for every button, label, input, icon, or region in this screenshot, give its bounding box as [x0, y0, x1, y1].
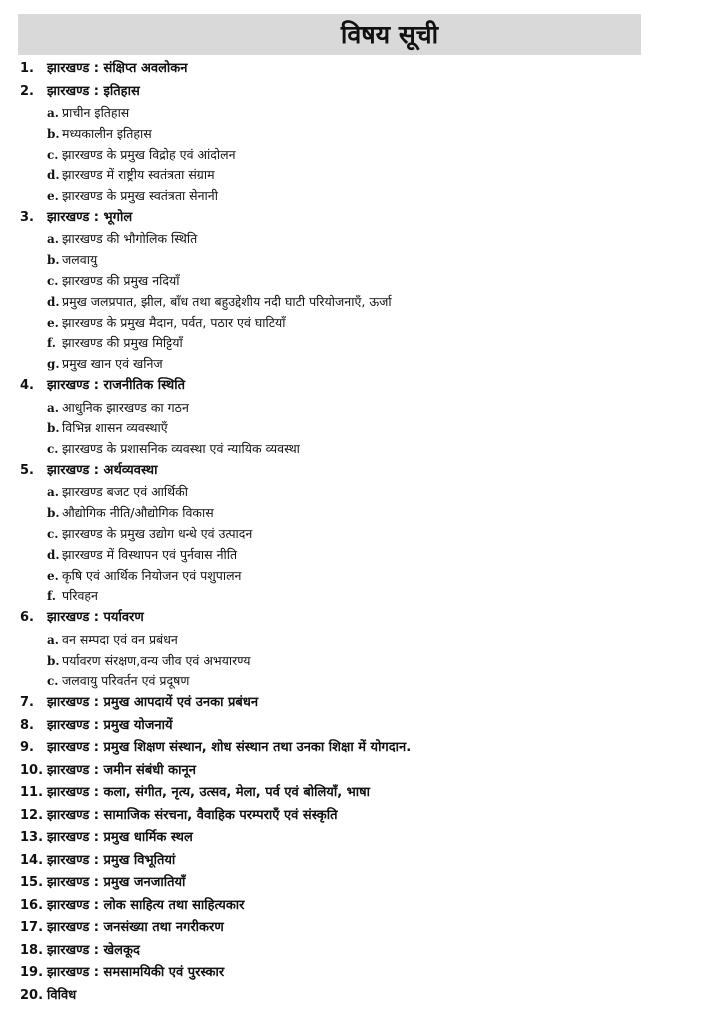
subsection-title: प्रमुख जलप्रपात, झील, बाँध तथा बहुउद्देशीय नदी घाटी परियोजनाएँ, ऊर्जा [62, 293, 392, 309]
subsection-title: झारखण्ड के प्रमुख विद्रोह एवं आंदोलन [62, 146, 236, 162]
toc-subsection [0, 398, 715, 419]
subsection-letter: d. [47, 294, 60, 309]
toc-subsection [0, 186, 715, 207]
subsection-letter: a. [47, 232, 59, 247]
toc-subsection [0, 671, 715, 692]
toc-subsection [0, 439, 715, 460]
subsection-letter: c. [47, 442, 59, 457]
subsection-title: आधुनिक झारखण्ड का गठन [62, 399, 189, 415]
section-number: 11. [20, 785, 44, 801]
section-title: झारखण्ड : पर्यावरण [47, 610, 144, 626]
toc-section [0, 872, 715, 895]
toc-section [0, 827, 715, 850]
toc-section [0, 81, 715, 104]
section-number: 8. [20, 717, 34, 733]
subsection-letter: d. [47, 547, 60, 562]
toc-section [0, 607, 715, 630]
subsection-title: झारखण्ड में राष्ट्रीय स्वतंत्रता संग्राम [62, 167, 215, 183]
section-number: 5. [20, 462, 34, 478]
toc-subsection [0, 524, 715, 545]
toc-subsection [0, 165, 715, 186]
toc-section [0, 737, 715, 760]
subsection-letter: c. [47, 274, 59, 289]
subsection-title: झारखण्ड की प्रमुख मिट्टियाँ [62, 335, 183, 351]
toc-subsection [0, 651, 715, 672]
section-number: 3. [20, 209, 34, 225]
subsection-title: झारखण्ड की प्रमुख नदियाँ [62, 273, 180, 289]
section-title: झारखण्ड : कला, संगीत, नृत्य, उत्सव, मेला, पर्व एवं बोलियाँ, भाषा [47, 785, 371, 801]
subsection-title: झारखण्ड बजट एवं आर्थिकी [62, 484, 188, 500]
toc-subsection [0, 354, 715, 375]
section-number: 6. [20, 610, 34, 626]
toc-subsection [0, 271, 715, 292]
subsection-letter: b. [47, 253, 60, 268]
toc-section [0, 940, 715, 963]
subsection-title: झारखण्ड के प्रमुख मैदान, पर्वत, पठार एवं घाटियाँ [62, 314, 286, 330]
section-title: झारखण्ड : प्रमुख आपदायें एवं उनका प्रबंधन [47, 695, 259, 711]
toc-section [0, 782, 715, 805]
subsection-title: वन सम्पदा एवं वन प्रबंधन [62, 631, 178, 647]
subsection-title: औद्योगिक नीति/औद्योगिक विकास [62, 505, 214, 521]
section-title: झारखण्ड : राजनीतिक स्थिति [47, 378, 185, 394]
subsection-letter: b. [47, 421, 60, 436]
section-number: 2. [20, 83, 34, 99]
section-number: 13. [20, 830, 44, 846]
toc-subsection [0, 418, 715, 439]
section-title: झारखण्ड : समसामयिकी एवं पुरस्कार [47, 965, 225, 981]
section-title: झारखण्ड : प्रमुख जनजातियाँ [47, 875, 186, 891]
section-title: झारखण्ड : खेलकूद [47, 942, 140, 958]
toc-subsection [0, 103, 715, 124]
subsection-letter: c. [47, 674, 59, 689]
section-number: 16. [20, 897, 44, 913]
section-title: झारखण्ड : प्रमुख योजनायें [47, 717, 173, 733]
toc-section [0, 917, 715, 940]
subsection-letter: f. [47, 589, 56, 604]
subsection-letter: e. [47, 315, 59, 330]
section-number: 10. [20, 762, 44, 778]
subsection-title: कृषि एवं आर्थिक नियोजन एवं पशुपालन [62, 567, 242, 583]
section-title: झारखण्ड : प्रमुख विभूतियां [47, 852, 176, 868]
subsection-title: परिवहन [62, 588, 98, 604]
toc-section [0, 962, 715, 985]
subsection-letter: a. [47, 485, 59, 500]
section-number: 1. [20, 61, 34, 76]
section-title: झारखण्ड : इतिहास [47, 83, 140, 99]
toc-subsection [0, 630, 715, 651]
section-number: 7. [20, 695, 34, 711]
section-number: 9. [20, 740, 34, 756]
section-number: 15. [20, 875, 44, 891]
toc-section [0, 375, 715, 398]
toc-subsection [0, 292, 715, 313]
subsection-title: मध्यकालीन इतिहास [62, 125, 152, 141]
subsection-title: विभिन्न शासन व्यवस्थाएँ [62, 420, 168, 436]
toc-subsection [0, 503, 715, 524]
subsection-letter: d. [47, 168, 60, 183]
subsection-letter: a. [47, 106, 59, 120]
subsection-letter: e. [47, 568, 59, 583]
title-bar [18, 14, 641, 55]
toc-section [0, 850, 715, 873]
section-title: झारखण्ड : प्रमुख धार्मिक स्थल [47, 830, 193, 846]
toc-subsection [0, 566, 715, 587]
section-title: झारखण्ड : संक्षिप्त अवलोकन [47, 61, 188, 76]
section-title: झारखण्ड : प्रमुख शिक्षण संस्थान, शोध संस्थान तथा उनका शिक्षा में योगदान. [47, 740, 412, 756]
subsection-title: प्राचीन इतिहास [62, 105, 130, 120]
subsection-letter: f. [47, 336, 56, 351]
toc-section [0, 58, 715, 81]
section-title: झारखण्ड : जमीन संबंधी कानून [47, 762, 196, 778]
subsection-title: झारखण्ड के प्रमुख स्वतंत्रता सेनानी [62, 188, 218, 204]
toc-subsection [0, 313, 715, 334]
section-number: 4. [20, 378, 34, 394]
section-title: विविध [47, 987, 77, 1003]
subsection-letter: b. [47, 506, 60, 521]
page-title: विषय सूची [340, 20, 439, 49]
subsection-letter: c. [47, 147, 59, 162]
table-of-contents [0, 58, 715, 1007]
toc-section [0, 985, 715, 1008]
subsection-title: जलवायु परिवर्तन एवं प्रदूषण [62, 673, 190, 689]
toc-subsection [0, 145, 715, 166]
section-number: 20. [20, 987, 44, 1003]
subsection-letter: a. [47, 400, 59, 415]
subsection-title: झारखण्ड की भौगोलिक स्थिति [62, 231, 198, 247]
subsection-letter: c. [47, 527, 59, 542]
toc-section [0, 895, 715, 918]
toc-subsection [0, 333, 715, 354]
section-number: 14. [20, 852, 44, 868]
toc-subsection [0, 250, 715, 271]
toc-section [0, 692, 715, 715]
toc-subsection [0, 545, 715, 566]
section-title: झारखण्ड : भूगोल [47, 209, 133, 225]
subsection-title: जलवायु [62, 252, 98, 268]
toc-subsection [0, 229, 715, 250]
subsection-letter: b. [47, 653, 60, 668]
toc-section [0, 207, 715, 230]
subsection-title: झारखण्ड के प्रशासनिक व्यवस्था एवं न्यायिक व्यवस्था [62, 441, 300, 457]
section-number: 12. [20, 807, 44, 823]
section-title: झारखण्ड : सामाजिक संरचना, वैवाहिक परम्पराएँ एवं संस्कृति [47, 807, 338, 823]
toc-section [0, 805, 715, 828]
subsection-title: प्रमुख खान एवं खनिज [62, 356, 163, 372]
toc-section [0, 760, 715, 783]
section-title: झारखण्ड : अर्थव्यवस्था [47, 462, 158, 478]
toc-section [0, 715, 715, 738]
subsection-title: झारखण्ड में विस्थापन एवं पुर्नवास नीति [62, 546, 238, 562]
toc-section [0, 460, 715, 483]
toc-subsection [0, 586, 715, 607]
subsection-letter: a. [47, 632, 59, 647]
section-title: झारखण्ड : जनसंख्या तथा नगरीकरण [47, 920, 224, 936]
subsection-letter: b. [47, 126, 60, 141]
toc-subsection [0, 482, 715, 503]
section-number: 18. [20, 942, 44, 958]
section-number: 19. [20, 965, 44, 981]
section-title: झारखण्ड : लोक साहित्य तथा साहित्यकार [47, 897, 245, 913]
toc-subsection [0, 124, 715, 145]
section-number: 17. [20, 920, 44, 936]
subsection-title: पर्यावरण संरक्षण,वन्य जीव एवं अभयारण्य [62, 652, 251, 668]
subsection-title: झारखण्ड के प्रमुख उद्योग धन्धे एवं उत्पादन [62, 526, 253, 542]
subsection-letter: g. [47, 357, 60, 372]
subsection-letter: e. [47, 189, 59, 204]
